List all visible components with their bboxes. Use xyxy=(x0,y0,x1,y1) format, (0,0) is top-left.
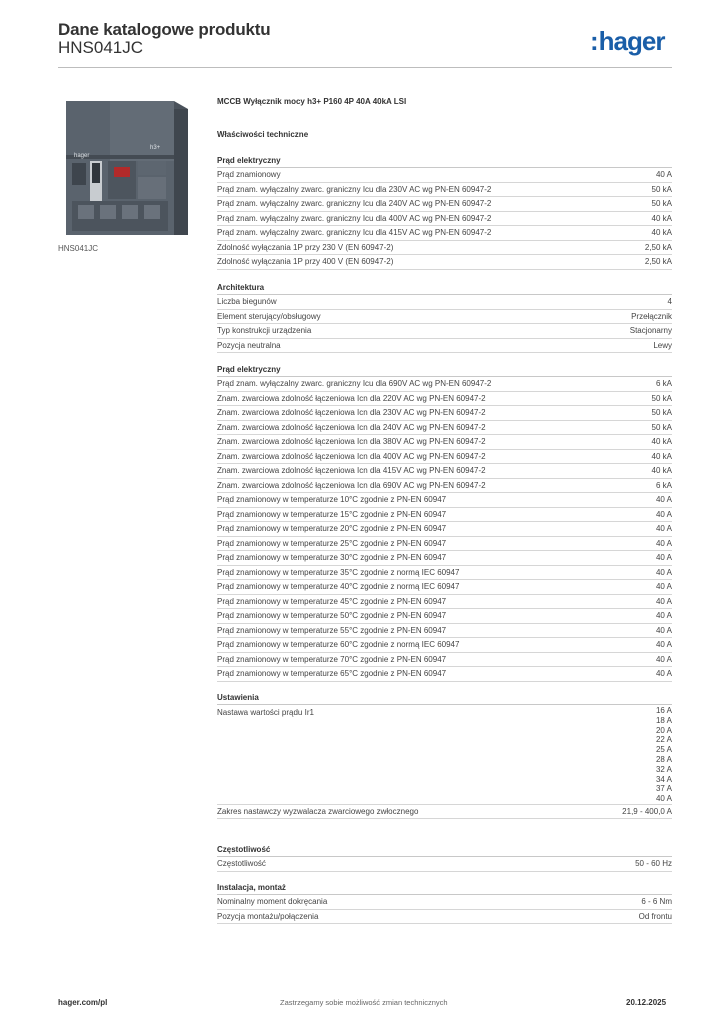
spec-value: 2,50 kA xyxy=(644,257,672,266)
spec-row xyxy=(217,805,672,820)
spec-label: Prąd znamionowy w temperaturze 10°C zgodnie z PN-EN 60947 xyxy=(217,495,447,504)
spec-label: Znam. zwarciowa zdolność łączeniowa Icn dla 400V AC wg PN-EN 60947-2 xyxy=(217,451,486,461)
spec-row xyxy=(217,522,672,537)
technical-properties-heading: Właściwości techniczne xyxy=(217,130,309,139)
spec-row xyxy=(217,493,672,508)
spec-value: 25 A xyxy=(655,745,672,755)
spec-value: 40 A xyxy=(655,509,672,519)
spec-label: Pozycja montażu/połączenia xyxy=(217,911,319,921)
spec-label: Znam. zwarciowa zdolność łączeniowa Icn dla 220V AC wg PN-EN 60947-2 xyxy=(217,393,486,403)
spec-row xyxy=(217,595,672,610)
spec-value: 40 A xyxy=(655,596,672,606)
spec-label: Prąd znamionowy w temperaturze 50°C zgodnie z PN-EN 60947 xyxy=(217,611,447,620)
spec-value: 40 A xyxy=(655,495,672,504)
spec-row xyxy=(217,339,672,354)
spec-row xyxy=(217,624,672,639)
spec-label: Pozycja neutralna xyxy=(217,340,281,350)
product-name: MCCB Wyłącznik mocy h3+ P160 4P 40A 40kA LSI xyxy=(217,97,407,106)
spec-value: 40 kA xyxy=(651,228,672,237)
spec-value: 18 A xyxy=(655,715,672,725)
section-heading: Częstotliwość xyxy=(217,843,672,857)
spec-label: Liczba biegunów xyxy=(217,297,277,306)
spec-value: Lewy xyxy=(653,340,672,350)
spec-row xyxy=(217,241,672,256)
product-photo xyxy=(58,97,194,237)
spec-row xyxy=(217,392,672,407)
device-brand-label: hager xyxy=(74,153,90,159)
spec-value: 21,9 - 400,0 A xyxy=(622,806,672,816)
spec-value: 40 A xyxy=(655,170,672,179)
spec-row xyxy=(217,551,672,566)
spec-label: Prąd znam. wyłączalny zwarc. graniczny Icu dla 690V AC wg PN-EN 60947-2 xyxy=(217,379,492,388)
spec-row xyxy=(217,464,672,479)
spec-value: 22 A xyxy=(655,735,672,745)
spec-label: Prąd znamionowy w temperaturze 45°C zgodnie z PN-EN 60947 xyxy=(217,596,447,606)
spec-label: Prąd znam. wyłączalny zwarc. graniczny Icu dla 240V AC wg PN-EN 60947-2 xyxy=(217,199,492,208)
spec-value: 40 A xyxy=(655,794,672,804)
spec-value: 40 A xyxy=(655,654,672,664)
spec-row xyxy=(217,450,672,465)
spec-label: Prąd znamionowy w temperaturze 60°C zgodnie z normą IEC 60947 xyxy=(217,640,460,649)
spec-row xyxy=(217,212,672,227)
spec-row xyxy=(217,324,672,339)
spec-value: 40 kA xyxy=(651,213,672,223)
spec-row xyxy=(217,255,672,270)
spec-label: Prąd znamionowy w temperaturze 15°C zgodnie z PN-EN 60947 xyxy=(217,509,447,519)
spec-value: 50 kA xyxy=(651,408,672,417)
spec-value: 34 A xyxy=(655,774,672,784)
spec-value: 40 kA xyxy=(651,437,672,446)
spec-row xyxy=(217,705,672,805)
spec-row xyxy=(217,197,672,212)
spec-row xyxy=(217,653,672,668)
spec-label: Znam. zwarciowa zdolność łączeniowa Icn dla 415V AC wg PN-EN 60947-2 xyxy=(217,466,486,475)
spec-row xyxy=(217,566,672,581)
spec-label: Prąd znamionowy w temperaturze 35°C zgodnie z normą IEC 60947 xyxy=(217,567,460,577)
spec-value: 50 kA xyxy=(651,199,672,208)
spec-label: Nominalny moment dokręcania xyxy=(217,897,328,906)
spec-label: Częstotliwość xyxy=(217,859,266,868)
spec-value: 6 kA xyxy=(655,379,672,388)
spec-row xyxy=(217,406,672,421)
page-title: Dane katalogowe produktu xyxy=(58,20,271,39)
spec-value: 32 A xyxy=(655,764,672,774)
spec-value: 6 - 6 Nm xyxy=(641,897,672,906)
spec-row xyxy=(217,183,672,198)
spec-value: 40 A xyxy=(655,640,672,649)
header-divider xyxy=(58,67,672,68)
section-heading: Ustawienia xyxy=(217,691,672,705)
spec-row xyxy=(217,508,672,523)
spec-value: 4 xyxy=(667,297,672,306)
spec-label: Nastawa wartości prądu Ir1 xyxy=(217,708,314,717)
section-electrical-current xyxy=(217,154,672,270)
section-installation xyxy=(217,881,672,924)
spec-label: Zdolność wyłączania 1P przy 400 V (EN 60947-2) xyxy=(217,257,394,266)
spec-label: Zdolność wyłączania 1P przy 230 V (EN 60947-2) xyxy=(217,242,394,252)
section-architecture xyxy=(217,281,672,353)
spec-row xyxy=(217,168,672,183)
spec-row xyxy=(217,580,672,595)
spec-value: 40 A xyxy=(655,669,672,678)
footer-website-link[interactable]: hager.com/pl xyxy=(58,998,108,1007)
spec-value: 16 A xyxy=(655,706,672,715)
spec-label: Prąd znam. wyłączalny zwarc. graniczny Icu dla 415V AC wg PN-EN 60947-2 xyxy=(217,228,492,237)
spec-row xyxy=(217,667,672,682)
spec-value: 37 A xyxy=(655,784,672,794)
spec-value: 50 kA xyxy=(651,184,672,194)
section-heading: Instalacja, montaż xyxy=(217,881,672,895)
spec-label: Prąd znamionowy w temperaturze 70°C zgodnie z PN-EN 60947 xyxy=(217,654,447,664)
spec-label: Znam. zwarciowa zdolność łączeniowa Icn dla 380V AC wg PN-EN 60947-2 xyxy=(217,437,486,446)
spec-value: Stacjonarny xyxy=(629,326,672,335)
spec-value: Przełącznik xyxy=(631,311,672,321)
spec-label: Typ konstrukcji urządzenia xyxy=(217,326,312,335)
spec-value-list xyxy=(656,706,672,804)
section-heading: Prąd elektryczny xyxy=(217,154,672,168)
spec-value: 40 A xyxy=(655,625,672,635)
spec-value: 50 kA xyxy=(651,422,672,432)
spec-value: 40 A xyxy=(655,524,672,533)
spec-row xyxy=(217,479,672,494)
spec-label: Prąd znamionowy w temperaturze 55°C zgodnie z PN-EN 60947 xyxy=(217,625,447,635)
spec-row xyxy=(217,377,672,392)
product-image-caption: HNS041JC xyxy=(58,244,99,253)
spec-row xyxy=(217,295,672,310)
spec-row xyxy=(217,857,672,872)
spec-label: Zakres nastawczy wyzwalacza zwarciowego zwłocznego xyxy=(217,806,419,816)
spec-value: 40 A xyxy=(655,553,672,562)
spec-label: Element sterujący/obsługowy xyxy=(217,311,321,321)
spec-value: 50 kA xyxy=(651,393,672,403)
spec-value: 40 A xyxy=(655,538,672,548)
footer-disclaimer: Zastrzegamy sobie możliwość zmian technicznych xyxy=(280,998,448,1007)
spec-row xyxy=(217,910,672,925)
spec-row xyxy=(217,638,672,653)
spec-row xyxy=(217,421,672,436)
hager-logo[interactable] xyxy=(590,26,664,57)
spec-value: 40 A xyxy=(655,582,672,591)
device-model-label: h3+ xyxy=(150,145,161,151)
spec-value: Od frontu xyxy=(638,911,672,921)
spec-value: 20 A xyxy=(655,725,672,735)
spec-row xyxy=(217,435,672,450)
section-electrical-current-2 xyxy=(217,363,672,682)
page-subtitle: HNS041JC xyxy=(58,38,144,57)
spec-label: Prąd znam. wyłączalny zwarc. graniczny Icu dla 400V AC wg PN-EN 60947-2 xyxy=(217,213,492,223)
spec-label: Prąd znam. wyłączalny zwarc. graniczny Icu dla 230V AC wg PN-EN 60947-2 xyxy=(217,184,492,194)
spec-row xyxy=(217,226,672,241)
spec-label: Prąd znamionowy w temperaturze 40°C zgodnie z normą IEC 60947 xyxy=(217,582,460,591)
spec-value: 40 A xyxy=(655,611,672,620)
spec-row xyxy=(217,537,672,552)
section-heading: Prąd elektryczny xyxy=(217,363,672,377)
spec-label: Prąd znamionowy w temperaturze 25°C zgodnie z PN-EN 60947 xyxy=(217,538,447,548)
spec-label: Znam. zwarciowa zdolność łączeniowa Icn dla 240V AC wg PN-EN 60947-2 xyxy=(217,422,486,432)
logo-text: hager xyxy=(598,26,665,56)
section-frequency xyxy=(217,843,672,872)
section-heading: Architektura xyxy=(217,281,672,295)
spec-value: 40 kA xyxy=(651,466,672,475)
spec-value: 2,50 kA xyxy=(644,242,672,252)
spec-label: Prąd znamionowy xyxy=(217,170,281,179)
spec-row xyxy=(217,310,672,325)
spec-value: 28 A xyxy=(655,754,672,764)
logo-mark: : xyxy=(590,26,598,56)
spec-value: 40 A xyxy=(655,567,672,577)
section-settings xyxy=(217,691,672,819)
spec-label: Znam. zwarciowa zdolność łączeniowa Icn dla 230V AC wg PN-EN 60947-2 xyxy=(217,408,486,417)
spec-label: Prąd znamionowy w temperaturze 65°C zgodnie z PN-EN 60947 xyxy=(217,669,447,678)
spec-value: 40 kA xyxy=(651,451,672,461)
spec-row xyxy=(217,609,672,624)
spec-label: Prąd znamionowy w temperaturze 30°C zgodnie z PN-EN 60947 xyxy=(217,553,447,562)
spec-value: 50 - 60 Hz xyxy=(635,859,672,868)
footer-date: 20.12.2025 xyxy=(626,998,667,1007)
spec-row xyxy=(217,895,672,910)
spec-label: Prąd znamionowy w temperaturze 20°C zgodnie z PN-EN 60947 xyxy=(217,524,447,533)
spec-label: Znam. zwarciowa zdolność łączeniowa Icn dla 690V AC wg PN-EN 60947-2 xyxy=(217,480,486,490)
spec-value: 6 kA xyxy=(655,480,672,490)
